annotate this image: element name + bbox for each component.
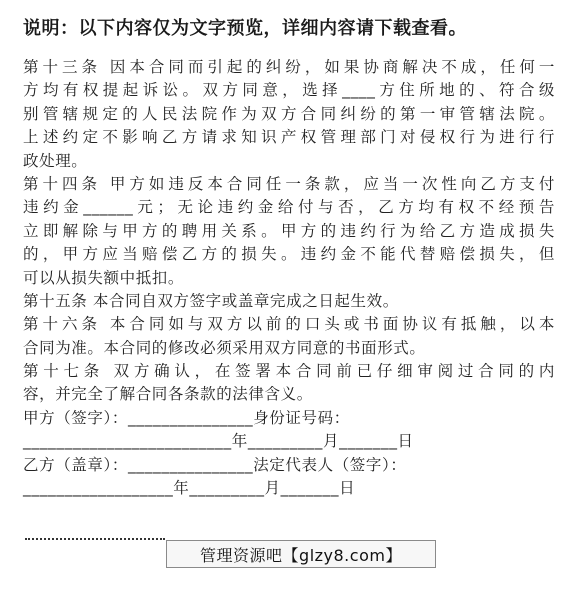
text-line: 合同为准。本合同的修改必须采用双方同意的书面形式。 — [23, 338, 426, 357]
text-line: 政处理。 — [23, 151, 88, 170]
text-line: 第十四条 甲方如违反本合同任一条款，应当一次性向乙方支付 — [23, 174, 555, 193]
contract-text — [23, 56, 555, 500]
text-line: 的，甲方应当赔偿乙方的损失。违约金不能代替赔偿损失，但 — [23, 245, 555, 264]
text-line: 第十五条 本合同自双方签字或盖章完成之日起生效。 — [23, 291, 399, 310]
text-line: 立即解除与甲方的聘用关系。甲方的违约行为给乙方造成损失 — [23, 221, 555, 240]
text-line: 违约金______元；无论违约金给付与否，乙方均有权不经预告 — [23, 198, 555, 217]
text-line: 别管辖规定的人民法院作为双方合同纠纷的第一审管辖法院。 — [23, 104, 555, 123]
date-line-party-a: _________________________年_________月_______日 — [23, 432, 414, 451]
text-line: 可以从损失额中抵扣。 — [23, 268, 185, 287]
dotted-divider — [25, 538, 165, 540]
text-line: 容，并完全了解合同各条款的法律含义。 — [23, 385, 313, 404]
text-line: 方均有权提起诉讼。双方同意，选择____方住所地的、符合级 — [23, 81, 555, 100]
text-line: 第十六条 本合同如与双方以前的口头或书面协议有抵触，以本 — [23, 315, 555, 334]
site-watermark: 管理资源吧【glzy8.com】 — [166, 540, 436, 568]
date-line-party-b: __________________年_________月_______日 — [23, 479, 356, 498]
signature-line-party-b: 乙方（盖章）：_______________法定代表人（签字）： — [23, 455, 407, 474]
text-line: 上述约定不影响乙方请求知识产权管理部门对侵权行为进行行 — [23, 128, 555, 147]
text-line: 第十三条 因本合同而引起的纠纷，如果协商解决不成，任何一 — [23, 58, 555, 76]
signature-line-party-a: 甲方（签字）：_______________身份证号码： — [23, 408, 350, 427]
text-line: 第十七条 双方确认，在签署本合同前已仔细审阅过合同的内 — [23, 362, 555, 381]
download-notice: 说明：以下内容仅为文字预览，详细内容请下载查看。 — [23, 18, 467, 39]
